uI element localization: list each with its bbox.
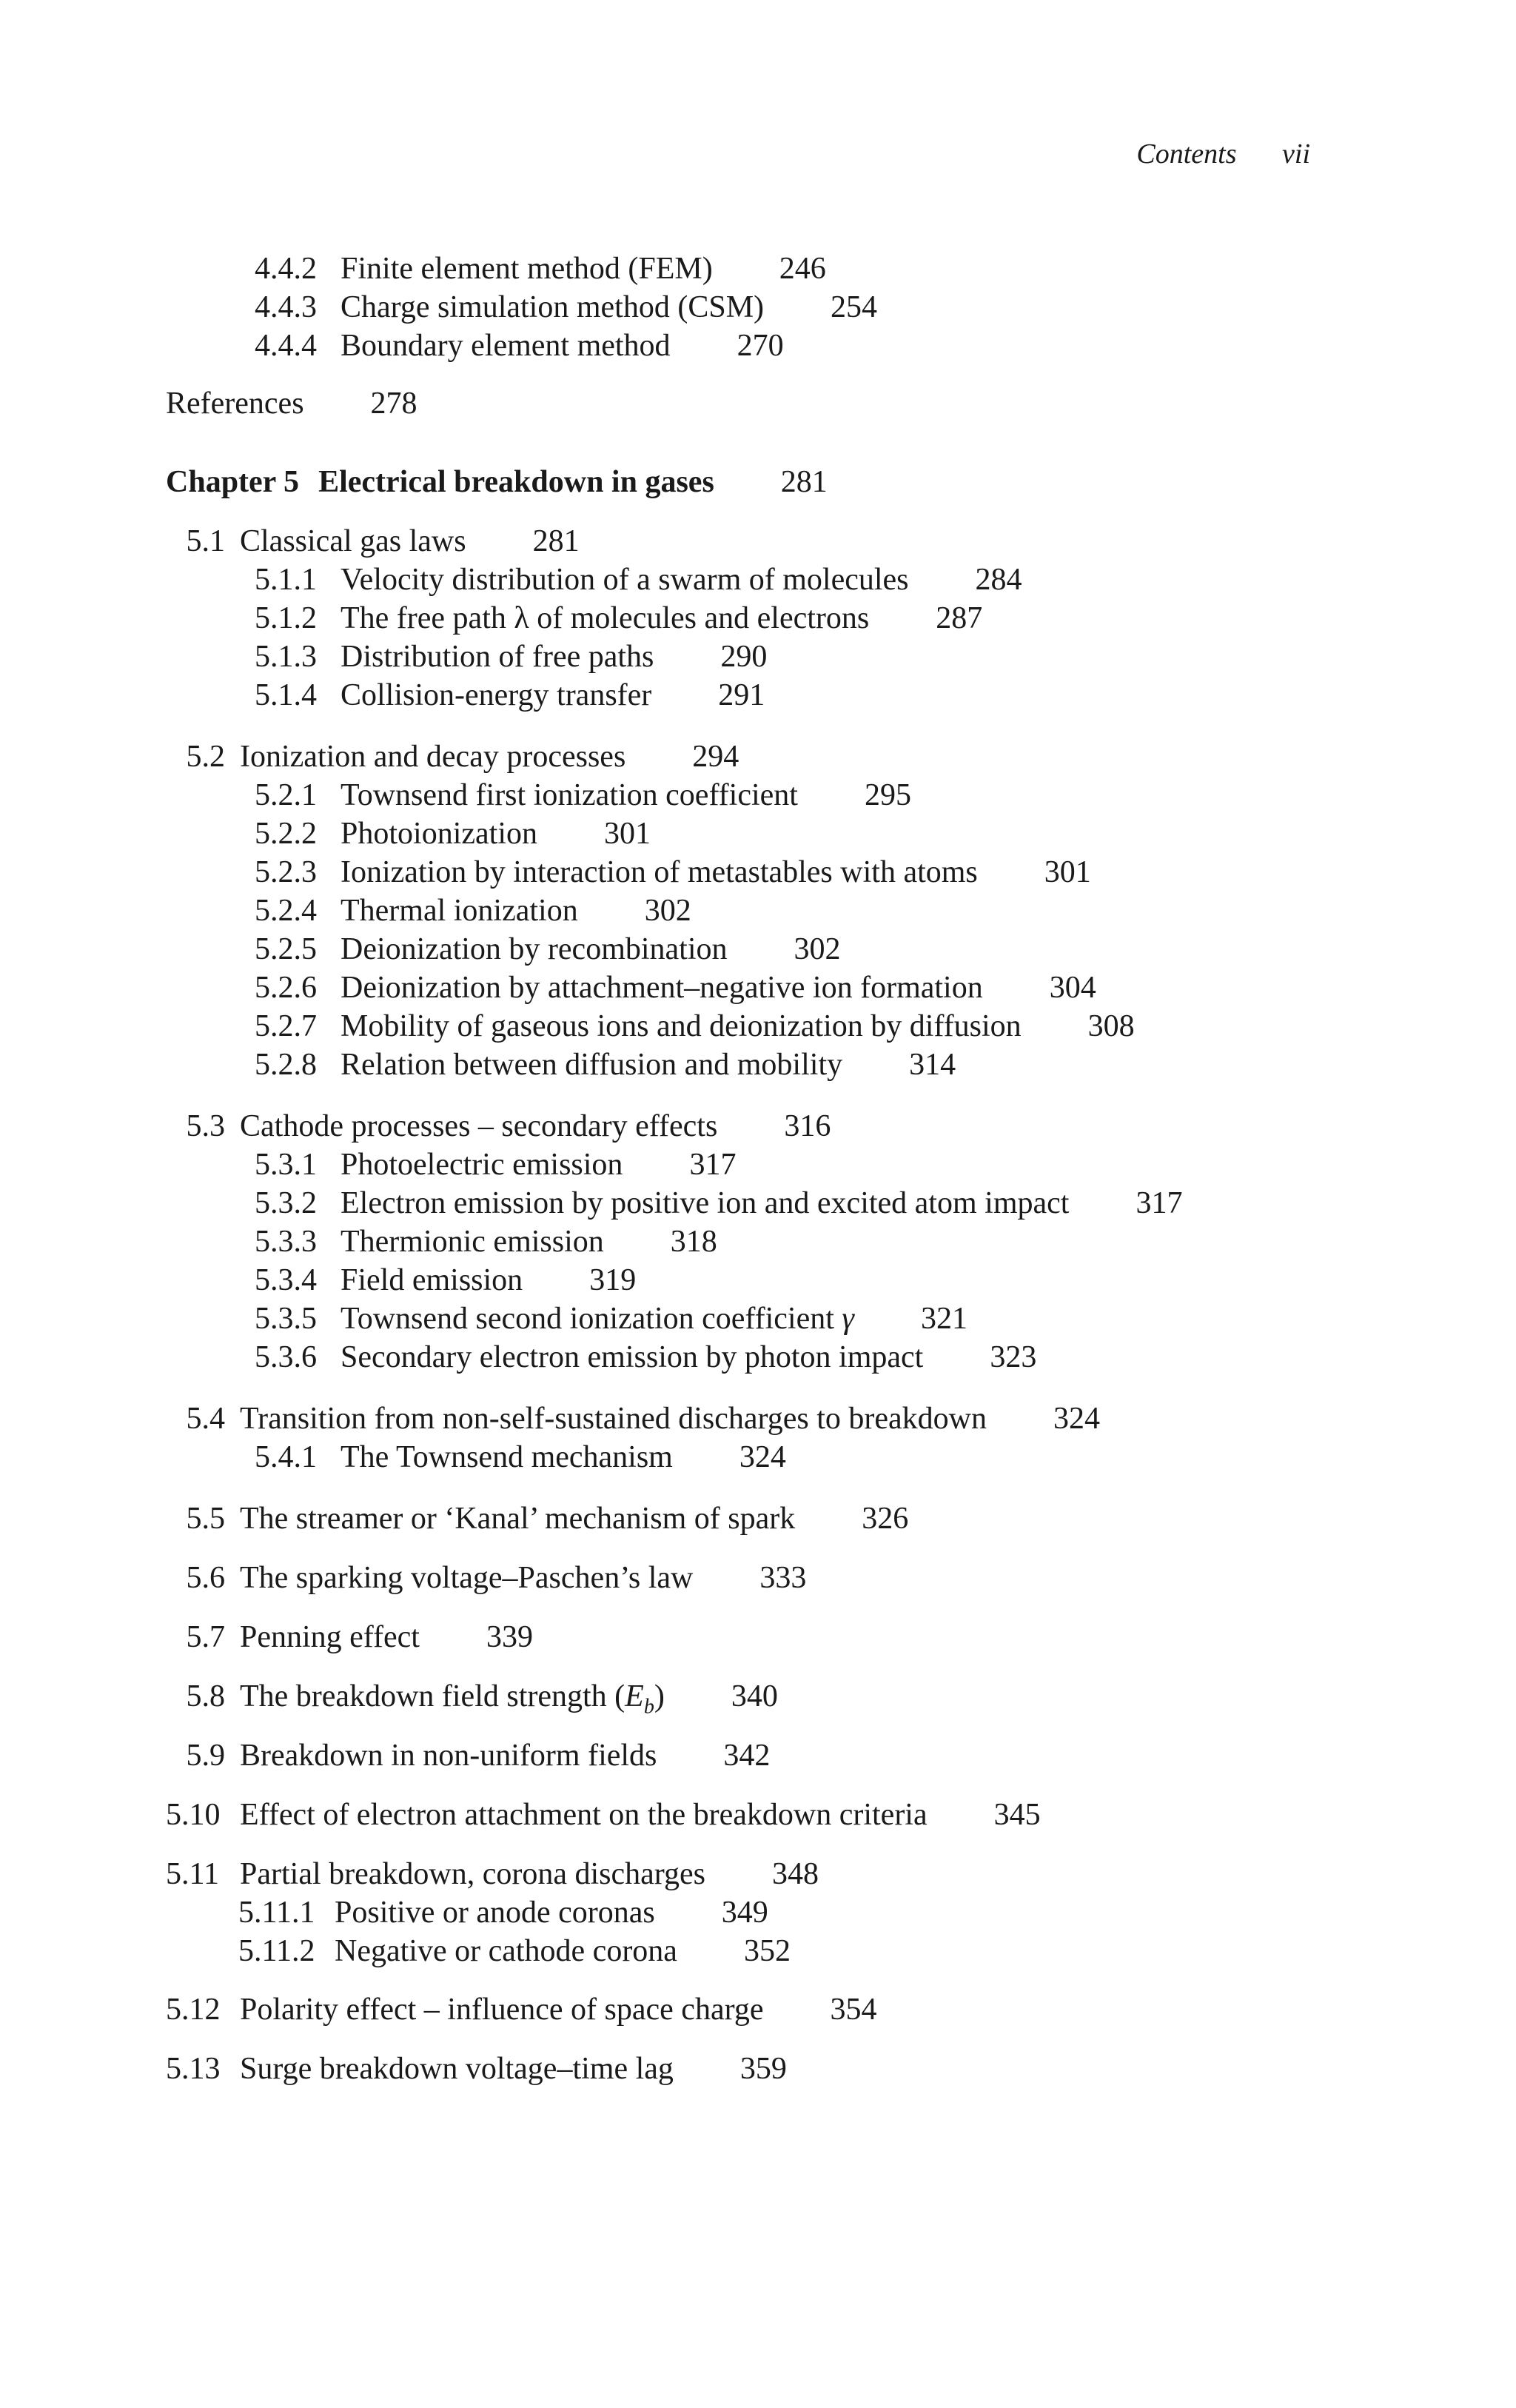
toc-entry-number: 5.2.5 [255,932,317,966]
toc-entry-title: Effect of electron attachment on the breakdown criteria [240,1798,928,1832]
toc-entry-page-number: 354 [830,1993,877,2027]
toc-entry-number: 5.3.4 [255,1263,317,1297]
toc-entry-page-number: 314 [909,1048,956,1082]
toc-entry-number: 5.6 [186,1561,225,1595]
toc-entry-page-number: 324 [739,1440,786,1474]
toc-entry-title: Ionization by interaction of metastables with atoms [341,855,978,889]
toc-entry-number: 5.2.6 [255,971,317,1005]
toc-entry-page-number: 284 [975,563,1022,597]
toc-entry-number: 5.5 [186,1502,225,1536]
toc-entry-number: 5.10 [166,1798,221,1832]
toc-entry-number: 5.1.3 [255,640,317,674]
toc-entry-title: Townsend first ionization coefficient [341,778,798,812]
toc-entry-title: Negative or cathode corona [335,1934,677,1968]
toc-entry-title: Boundary element method [341,329,671,363]
toc-entry-number: 5.4 [186,1402,225,1436]
toc-entry-page-number: 317 [689,1148,737,1182]
toc-entry-page-number: 324 [1053,1402,1101,1436]
toc-entry-page-number: 326 [862,1502,909,1536]
toc-entry-page-number: 340 [731,1679,778,1713]
toc-entry-page-number: 301 [1044,855,1091,889]
toc-entry-title: Positive or anode coronas [335,1896,655,1930]
toc-entry-title: Finite element method (FEM) [341,252,713,286]
toc-entry-title: Photoionization [341,817,537,851]
toc-entry[interactable] [166,1562,806,1593]
toc-entry-page-number: 304 [1049,971,1096,1005]
toc-entry-number: 5.3.2 [255,1186,317,1220]
toc-entry[interactable] [255,934,841,965]
toc-entry-number: 5.2.1 [255,778,317,812]
toc-entry-page-number: 316 [784,1109,831,1143]
toc-entry-page-number: 281 [780,465,828,499]
toc-entry-title: Electrical breakdown in gases [318,465,714,499]
toc-entry-title: Breakdown in non-uniform fields [240,1739,657,1773]
toc-entry[interactable] [255,1011,1135,1042]
toc-entry-number: 5.1.4 [255,678,317,712]
toc-entry-number: 5.3.3 [255,1225,317,1259]
toc-entry-page-number: 278 [370,387,417,421]
toc-entry[interactable] [166,1740,770,1771]
toc-entry-page-number: 287 [936,601,983,635]
running-header-page-number: vii [1282,138,1310,170]
toc-entry[interactable] [255,1442,786,1473]
toc-entry-title: Classical gas laws [240,524,466,558]
toc-entry-page-number: 319 [589,1263,637,1297]
toc-entry-page-number: 301 [604,817,651,851]
toc-entry-title: Collision-energy transfer [341,678,652,712]
toc-entry[interactable] [255,818,651,849]
toc-entry-number: 5.9 [186,1739,225,1773]
running-header [1136,138,1310,170]
toc-entry-number: 5.3.6 [255,1340,317,1374]
toc-entry-page-number: 308 [1087,1009,1135,1043]
toc-entry-page-number: 333 [759,1561,807,1595]
toc-entry[interactable] [255,857,1091,888]
toc-entry[interactable] [255,1265,636,1296]
toc-entry[interactable] [166,526,580,557]
toc-entry[interactable] [166,1503,908,1534]
toc-entry-page-number: 318 [670,1225,717,1259]
chapter-entry[interactable] [166,466,828,498]
toc-entry[interactable] [255,1226,717,1257]
toc-entry-page-number: 291 [718,678,765,712]
toc-entry-page-number: 345 [993,1798,1041,1832]
toc-entry[interactable] [238,1897,768,1928]
toc-entry-page-number: 270 [737,329,784,363]
toc-entry-number: 5.2.7 [255,1009,317,1043]
toc-entry[interactable] [255,564,1022,595]
toc-entry-title: References [166,387,304,421]
toc-entry[interactable] [255,603,982,634]
toc-entry[interactable] [255,292,877,323]
toc-entry-number: 5.2.2 [255,817,317,851]
toc-entry-page-number: 294 [692,740,739,774]
toc-entry-number: 4.4.2 [255,252,317,286]
toc-entry-number: 5.2 [186,740,225,774]
toc-entry[interactable] [255,1303,967,1334]
toc-entry-number: 5.3.5 [255,1302,317,1336]
toc-entry-title: Deionization by attachment–negative ion formation [341,971,983,1005]
toc-entry[interactable] [166,1111,831,1142]
toc-entry[interactable] [166,741,739,772]
toc-entry[interactable] [166,1799,1041,1830]
toc-entry-page-number: 349 [721,1896,768,1930]
toc-entry-page-number: 302 [644,894,691,928]
toc-entry-number: 5.11.2 [238,1934,315,1968]
toc-entry-page-number: 352 [743,1934,791,1968]
toc-entry-title: The Townsend mechanism [341,1440,673,1474]
toc-entry-page-number: 317 [1136,1186,1183,1220]
toc-entry-page-number: 321 [920,1302,967,1336]
toc-entry-title: The free path λ of molecules and electrons [341,601,870,635]
toc-entry[interactable] [166,1622,533,1653]
toc-entry[interactable] [255,780,911,811]
toc-entry[interactable] [238,1936,791,1967]
toc-entry-title: Penning effect [240,1620,420,1654]
toc-entry[interactable] [255,1342,1036,1373]
toc-entry-title: Velocity distribution of a swarm of molecules [341,563,909,597]
toc-entry[interactable] [255,895,691,926]
toc-entry-page-number: 302 [794,932,841,966]
toc-entry-number: 5.13 [166,2052,221,2086]
toc-entry-title: Cathode processes – secondary effects [240,1109,718,1143]
toc-entry-number: 5.2.4 [255,894,317,928]
toc-entry-title: Ionization and decay processes [240,740,626,774]
toc-entry-page-number: 246 [779,252,826,286]
toc-entry-number: 5.4.1 [255,1440,317,1474]
toc-entry[interactable] [255,253,826,284]
toc-entry[interactable] [255,330,784,361]
toc-entry[interactable] [255,1149,736,1180]
toc-entry-title: The breakdown field strength $(E_b)$ [240,1679,665,1719]
toc-entry-title: Secondary electron emission by photon impact [341,1340,924,1374]
toc-entry[interactable] [166,1403,1100,1434]
toc-entry-page-number: 254 [831,290,878,324]
toc-entry-number: 5.1.2 [255,601,317,635]
toc-entry-number: 5.3.1 [255,1148,317,1182]
toc-entry-number: Chapter 5 [166,465,300,499]
toc-entry-title: Relation between diffusion and mobility [341,1048,843,1082]
toc-entry-page-number: 342 [723,1739,771,1773]
toc-entry-number: 4.4.4 [255,329,317,363]
toc-entry-title: Thermal ionization [341,894,578,928]
toc-entry[interactable] [255,1049,956,1080]
toc-entry-page-number: 281 [532,524,580,558]
toc-entry-title: Photoelectric emission [341,1148,623,1182]
toc-entry-number: 4.4.3 [255,290,317,324]
toc-entry-number: 5.3 [186,1109,225,1143]
toc-entry[interactable] [166,1994,876,2025]
toc-entry-number: 5.12 [166,1993,221,2027]
toc-entry[interactable] [166,1859,819,1890]
toc-entry-title: Distribution of free paths [341,640,654,674]
toc-entry-title: Thermionic emission [341,1225,604,1259]
toc-entry-number: 5.7 [186,1620,225,1654]
toc-entry-title: Deionization by recombination [341,932,728,966]
toc-entry-page-number: 359 [739,2052,787,2086]
toc-entry-title: The sparking voltage–Paschen’s law [240,1561,694,1595]
toc-entry-title: The streamer or ‘Kanal’ mechanism of spark [240,1502,796,1536]
toc-entry-title: Townsend second ionization coefficient γ [341,1302,854,1336]
toc-entry[interactable] [255,972,1096,1003]
toc-entry[interactable] [166,1681,778,1717]
toc-entry-title: Field emission [341,1263,523,1297]
toc-entry-title: Partial breakdown, corona discharges [240,1857,706,1891]
toc-entry[interactable] [166,2053,787,2084]
toc-entry-title: Polarity effect – influence of space charge [240,1993,764,2027]
toc-entry-page-number: 339 [486,1620,533,1654]
toc-entry-number: 5.11.1 [238,1896,315,1930]
running-header-title: Contents [1136,138,1237,170]
toc-entry-number: 5.2.8 [255,1048,317,1082]
toc-entry[interactable] [255,680,765,711]
toc-entry-page-number: 290 [720,640,768,674]
toc-entry-number: 5.11 [166,1857,219,1891]
toc-entry-title: Electron emission by positive ion and excited atom impact [341,1186,1070,1220]
toc-entry-title: Mobility of gaseous ions and deionization by diffusion [341,1009,1022,1043]
toc-entry-title: Surge breakdown voltage–time lag [240,2052,674,2086]
toc-entry[interactable] [255,641,767,672]
toc-entry-title: Charge simulation method (CSM) [341,290,765,324]
toc-entry[interactable] [255,1188,1182,1219]
toc-entry-number: 5.2.3 [255,855,317,889]
toc-entry-title: Transition from non-self-sustained discharges to breakdown [240,1402,987,1436]
toc-entry-page-number: 295 [864,778,911,812]
toc-entry-number: 5.1 [186,524,225,558]
toc-entry-number: 5.8 [186,1679,225,1713]
toc-entry-number: 5.1.1 [255,563,317,597]
toc-entry-page-number: 348 [772,1857,819,1891]
toc-entry[interactable] [166,388,417,419]
toc-entry-page-number: 323 [990,1340,1037,1374]
